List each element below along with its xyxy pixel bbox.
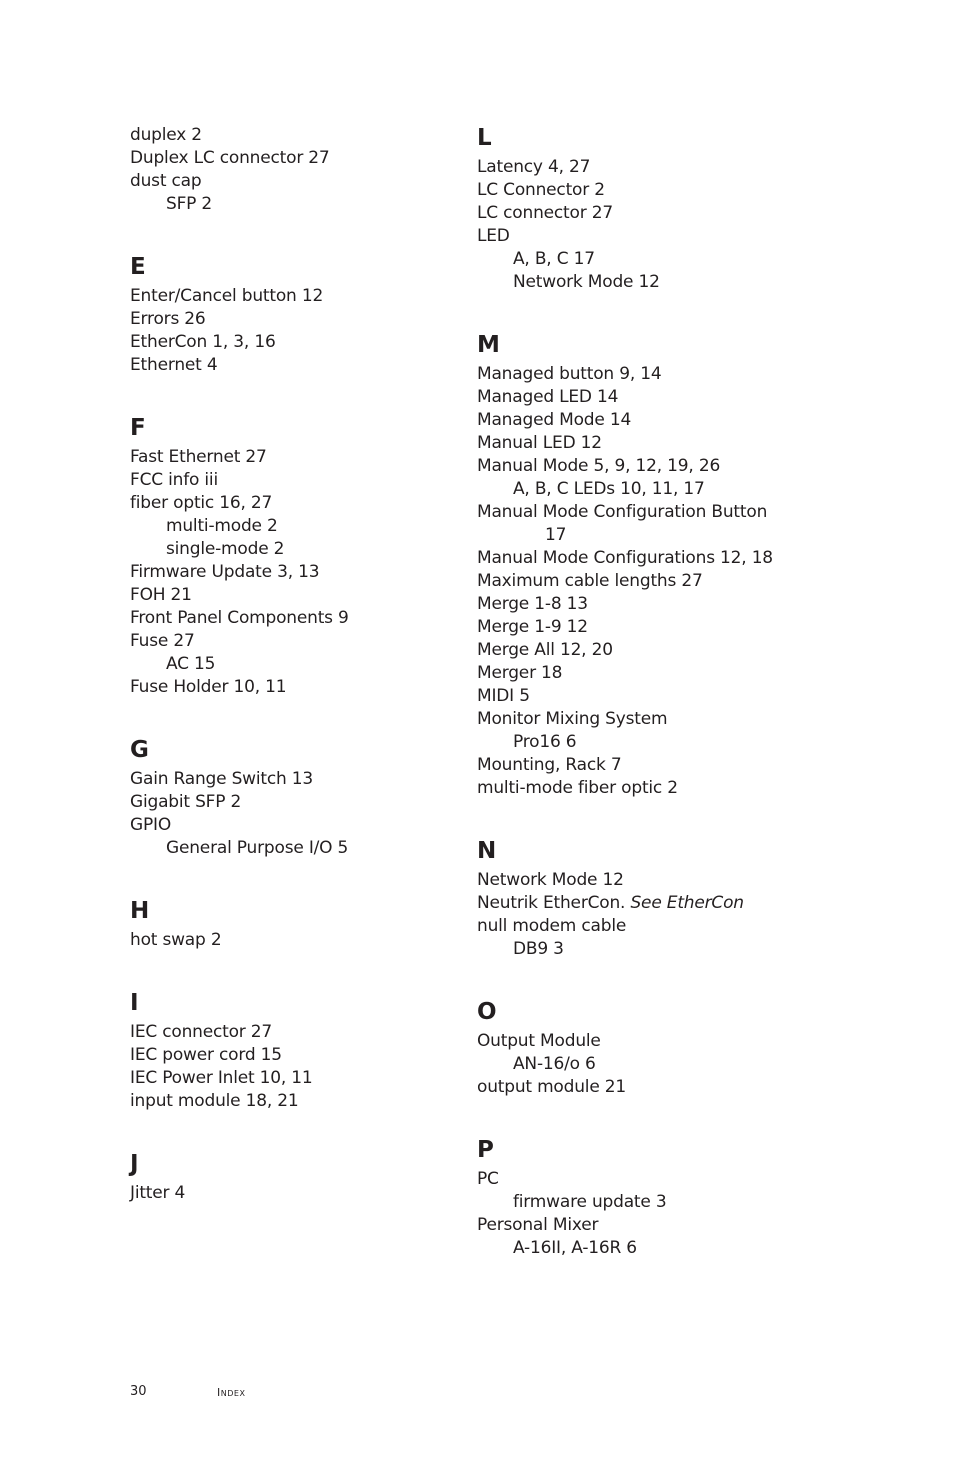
index-subentry: A, B, C LEDs 10, 11, 17 (513, 479, 705, 499)
cross-reference: See EtherCon (630, 893, 744, 913)
index-entry: Maximum cable lengths 27 (477, 571, 703, 591)
index-subentry: DB9 3 (513, 939, 564, 959)
index-subentry: SFP 2 (166, 194, 213, 214)
index-entry: Manual Mode Configuration Button (477, 502, 768, 522)
page-number: 30 (130, 1384, 147, 1399)
index-entry: Gigabit SFP 2 (130, 792, 242, 812)
index-column-right (477, 124, 797, 1260)
index-entry: Manual Mode 5, 9, 12, 19, 26 (477, 456, 721, 476)
index-entry: Duplex LC connector 27 (130, 148, 330, 168)
index-entry: GPIO (130, 815, 172, 835)
index-entry: null modem cable (477, 916, 627, 936)
index-entry: LC connector 27 (477, 203, 613, 223)
index-entry: hot swap 2 (130, 930, 222, 950)
entry-text: Neutrik EtherCon. (477, 893, 631, 913)
index-entry: dust cap (130, 171, 202, 191)
index-entry: input module 18, 21 (130, 1091, 299, 1111)
index-entry: Manual LED 12 (477, 433, 602, 453)
index-entry: PC (477, 1169, 499, 1189)
index-subentry: A-16II, A-16R 6 (513, 1238, 637, 1258)
section-heading-j: J (130, 1151, 139, 1177)
index-subentry: A, B, C 17 (513, 249, 595, 269)
index-entry: Fast Ethernet 27 (130, 447, 267, 467)
section-heading-o: O (477, 999, 497, 1025)
index-entry: LED (477, 226, 510, 246)
index-entry: Fuse 27 (130, 631, 195, 651)
index-entry: fiber optic 16, 27 (130, 493, 273, 513)
index-entry: Jitter 4 (130, 1183, 186, 1203)
index-entry: Managed LED 14 (477, 387, 619, 407)
index-entry: Fuse Holder 10, 11 (130, 677, 287, 697)
index-entry: duplex 2 (130, 125, 202, 145)
section-heading-g: G (130, 737, 149, 763)
index-entry: Managed Mode 14 (477, 410, 632, 430)
index-entry: Enter/Cancel button 12 (130, 286, 324, 306)
index-subentry: 17 (545, 525, 567, 545)
index-subentry: AN-16/o 6 (513, 1054, 596, 1074)
index-entry: Merge 1-9 12 (477, 617, 588, 637)
index-entry: Merger 18 (477, 663, 563, 683)
index-subentry: firmware update 3 (513, 1192, 667, 1212)
section-heading-f: F (130, 415, 146, 441)
index-entry: IEC Power Inlet 10, 11 (130, 1068, 313, 1088)
index-subentry: AC 15 (166, 654, 216, 674)
index-entry: Merge 1-8 13 (477, 594, 588, 614)
section-heading-n: N (477, 838, 497, 864)
index-entry: Personal Mixer (477, 1215, 599, 1235)
index-entry: output module 21 (477, 1077, 627, 1097)
index-entry: FCC info iii (130, 470, 218, 490)
section-heading-m: M (477, 332, 500, 358)
index-subentry: multi-mode 2 (166, 516, 278, 536)
index-entry: Front Panel Components 9 (130, 608, 349, 628)
index-entry: Merge All 12, 20 (477, 640, 613, 660)
index-entry: Gain Range Switch 13 (130, 769, 314, 789)
section-heading-e: E (130, 254, 146, 280)
index-entry: LC Connector 2 (477, 180, 605, 200)
index-entry: Latency 4, 27 (477, 157, 591, 177)
index-entry: Firmware Update 3, 13 (130, 562, 320, 582)
index-entry: Ethernet 4 (130, 355, 218, 375)
section-heading-p: P (477, 1137, 494, 1163)
index-entry: multi-mode fiber optic 2 (477, 778, 678, 798)
index-subentry: General Purpose I/O 5 (166, 838, 349, 858)
section-heading-i: I (130, 990, 139, 1016)
index-column-left (130, 124, 450, 1205)
index-entry (477, 892, 797, 915)
index-entry: Output Module (477, 1031, 601, 1051)
index-subentry: Network Mode 12 (513, 272, 660, 292)
index-entry: IEC connector 27 (130, 1022, 273, 1042)
section-heading-l: L (477, 125, 492, 151)
index-entry: Errors 26 (130, 309, 206, 329)
index-entry: EtherCon 1, 3, 16 (130, 332, 276, 352)
index-entry: Mounting, Rack 7 (477, 755, 622, 775)
index-entry: Network Mode 12 (477, 870, 624, 890)
index-entry: FOH 21 (130, 585, 192, 605)
section-heading-h: H (130, 898, 150, 924)
index-entry: IEC power cord 15 (130, 1045, 282, 1065)
index-entry: Managed button 9, 14 (477, 364, 662, 384)
index-subentry: single-mode 2 (166, 539, 285, 559)
running-title: Index (217, 1386, 246, 1399)
index-entry: MIDI 5 (477, 686, 530, 706)
index-subentry: Pro16 6 (513, 732, 577, 752)
index-entry: Manual Mode Configurations 12, 18 (477, 548, 773, 568)
index-entry: Monitor Mixing System (477, 709, 668, 729)
